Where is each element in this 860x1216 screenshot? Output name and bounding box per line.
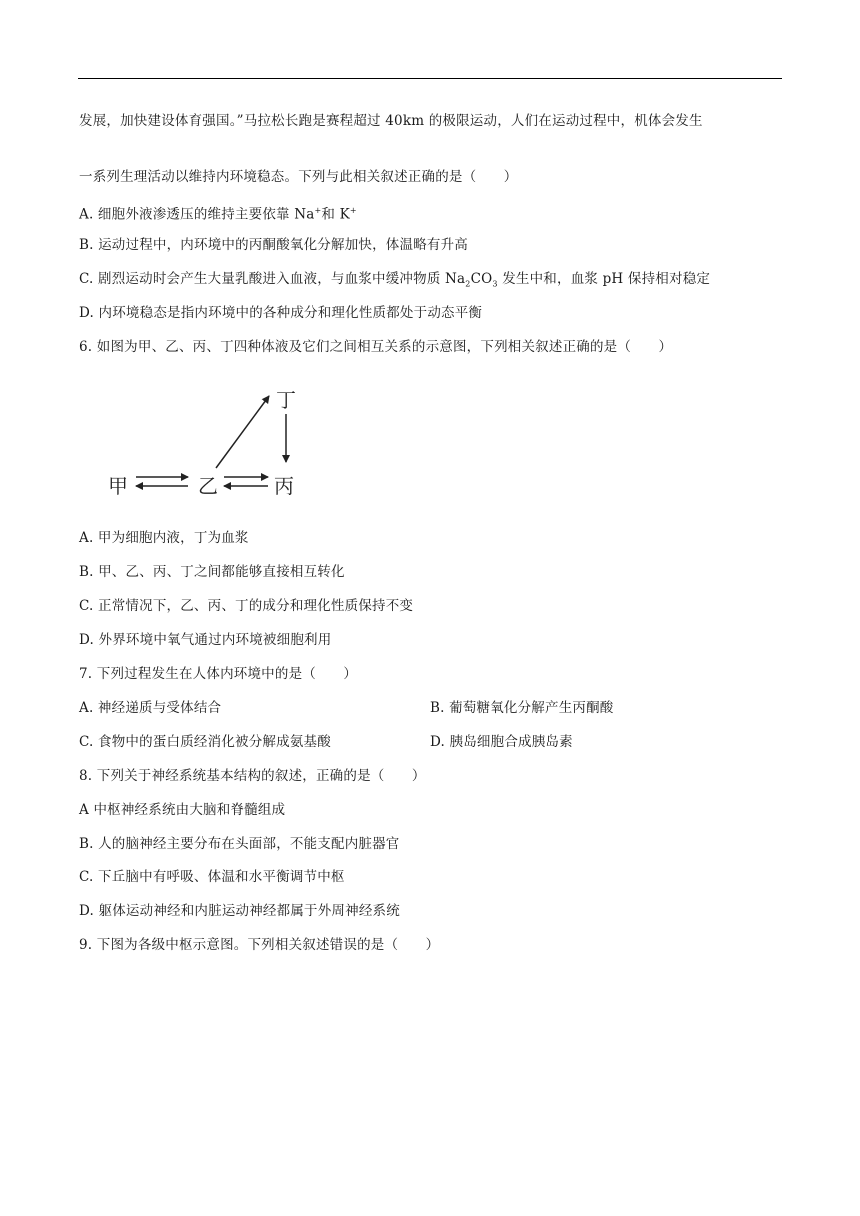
q5-option-a-text: A. 细胞外液渗透压的维持主要依靠 Na — [79, 206, 315, 223]
sodium-charge: + — [314, 206, 322, 215]
header-rule — [78, 78, 782, 79]
body-fluid-diagram — [100, 380, 310, 505]
q6-stem: 6. 如图为甲、乙、丙、丁四种体液及它们之间相互关系的示意图，下列相关叙述正确的是（ ） — [79, 339, 673, 355]
q7-option-a: A. 神经递质与受体结合 — [79, 700, 222, 716]
q8-option-c: C. 下丘脑中有呼吸、体温和水平衡调节中枢 — [79, 869, 345, 885]
q9-stem: 9. 下图为各级中枢示意图。下列相关叙述错误的是（ ） — [79, 937, 440, 953]
q5-option-c-suffix: 发生中和，血浆 pH 保持相对稳定 — [497, 271, 711, 287]
node-bing: 丙 — [274, 474, 294, 498]
q5-stem-line1: 发展，加快建设体育强国。”马拉松长跑是赛程超过 40km 的极限运动，人们在运动过程中，机体会发生 — [79, 113, 703, 129]
q5-option-c — [79, 270, 710, 294]
q7-option-b: B. 葡萄糖氧化分解产生丙酮酸 — [430, 700, 614, 716]
node-ding: 丁 — [276, 388, 296, 412]
q7-stem: 7. 下列过程发生在人体内环境中的是（ ） — [79, 666, 358, 682]
q5-option-c-formula: CO — [470, 271, 493, 287]
q5-option-c-text: C. 剧烈运动时会产生大量乳酸进入血液，与血浆中缓冲物质 Na — [79, 271, 466, 287]
na-subscript: 2 — [465, 279, 471, 289]
q6-option-b: B. 甲、乙、丙、丁之间都能够直接相互转化 — [79, 564, 345, 580]
q5-option-a-mid: 和 K — [321, 206, 350, 223]
node-jia: 甲 — [108, 474, 128, 498]
q8-option-d: D. 躯体运动神经和内脏运动神经都属于外周神经系统 — [79, 903, 400, 919]
q5-stem-line2: 一系列生理活动以维持内环境稳态。下列与此相关叙述正确的是（ ） — [79, 169, 518, 185]
q5-option-d: D. 内环境稳态是指内环境中的各种成分和理化性质都处于动态平衡 — [79, 305, 483, 321]
q7-option-d: D. 胰岛细胞合成胰岛素 — [430, 734, 573, 750]
node-yi: 乙 — [198, 474, 218, 498]
q5-option-b: B. 运动过程中，内环境中的丙酮酸氧化分解加快，体温略有升高 — [79, 237, 469, 253]
q6-option-c: C. 正常情况下，乙、丙、丁的成分和理化性质保持不变 — [79, 598, 414, 614]
q7-option-c: C. 食物中的蛋白质经消化被分解成氨基酸 — [79, 734, 331, 750]
q8-option-a: A 中枢神经系统由大脑和脊髓组成 — [79, 802, 286, 818]
potassium-charge: + — [349, 206, 357, 215]
q8-stem: 8. 下列关于神经系统基本结构的叙述，正确的是（ ） — [79, 768, 426, 784]
q8-option-b: B. 人的脑神经主要分布在头面部，不能支配内脏器官 — [79, 836, 400, 852]
q6-option-d: D. 外界环境中氧气通过内环境被细胞利用 — [79, 632, 332, 648]
co-subscript: 3 — [492, 279, 498, 289]
q6-option-a: A. 甲为细胞内液，丁为血浆 — [79, 530, 249, 546]
arrow-yi-to-ding — [216, 396, 269, 468]
q5-option-a — [79, 202, 357, 224]
